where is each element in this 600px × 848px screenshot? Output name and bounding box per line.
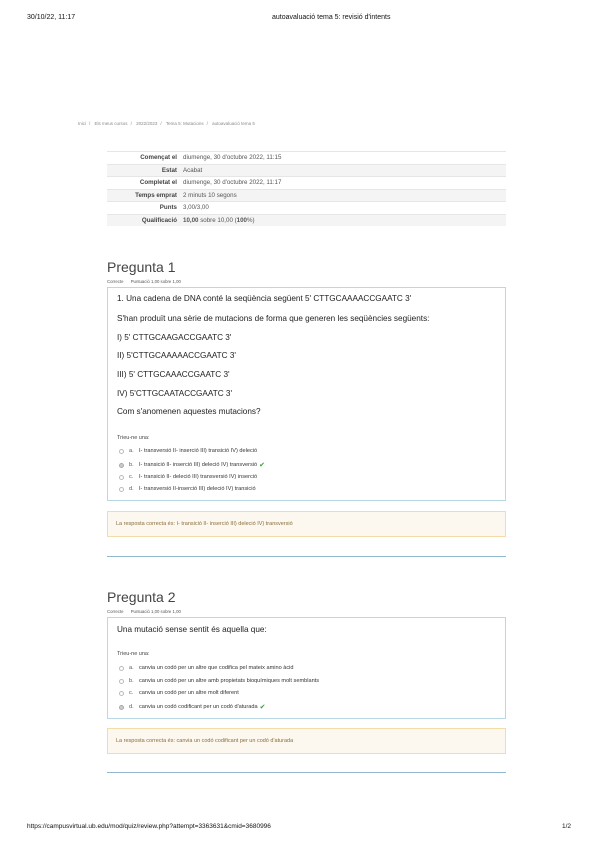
summary-label: Estat	[107, 164, 183, 177]
question-points: Puntuació 1,00 sobre 1,00	[130, 279, 181, 284]
radio-button[interactable]	[119, 487, 124, 492]
summary-row	[107, 177, 506, 190]
question-1-text: S'han produït una sèrie de mutacions de forma que generen les seqüències següents:	[117, 314, 430, 323]
breadcrumb-item-courses[interactable]: Els meus cursos	[94, 121, 128, 126]
breadcrumb-item-home[interactable]: Inici	[78, 121, 87, 126]
choose-one-label: Trieu-ne una:	[117, 651, 150, 657]
correct-answer-feedback: La resposta correcta és: I- transició II- inserció III) deleció IV) transversió	[107, 511, 506, 537]
summary-label: Temps emprat	[107, 189, 183, 202]
summary-row	[107, 214, 506, 226]
summary-value: 2 minuts 10 segons	[183, 189, 506, 202]
summary-value: diumenge, 30 d'octubre 2022, 11:17	[183, 177, 506, 190]
choose-one-label: Trieu-ne una:	[117, 435, 150, 441]
question-1-meta	[107, 279, 187, 284]
answer-option[interactable]: c. I- transició II- deleció III) transversió IV) inserció	[119, 474, 257, 480]
question-1-text: IV) 5'CTTGCAATACCGAATC 3'	[117, 389, 233, 398]
radio-button[interactable]	[119, 679, 124, 684]
question-1-text: 1. Una cadena de DNA conté la seqüència següent 5' CTTGCAAAACCGAATC 3'	[117, 294, 412, 303]
answer-option[interactable]: a. canvia un codó per un altre que codifica pel mateix amino àcid	[119, 665, 294, 671]
question-points: Puntuació 1,00 sobre 1,00	[130, 609, 181, 614]
question-status: Correcte	[107, 279, 124, 284]
summary-label: Qualificació	[107, 214, 183, 226]
correct-answer-feedback: La resposta correcta és: canvia un codó codificant per un codó d'aturada	[107, 728, 506, 754]
radio-button[interactable]	[119, 449, 124, 454]
attempt-summary-table	[107, 151, 506, 226]
answer-option-selected[interactable]: b. I- transició II- inserció III) deleció IV) transversió ✔	[119, 461, 265, 469]
grade-value: 10,00 sobre 10,00 (100%)	[183, 214, 506, 226]
radio-button[interactable]	[119, 705, 124, 710]
answer-option[interactable]: c. canvia un codó per un altre molt diferent	[119, 690, 239, 696]
answer-option[interactable]: b. canvia un codó per un altre amb propietats bioquímiques molt semblants	[119, 678, 319, 684]
summary-row	[107, 164, 506, 177]
question-2-title: Pregunta 2	[107, 589, 176, 605]
summary-value: diumenge, 30 d'octubre 2022, 11:15	[183, 152, 506, 165]
radio-button[interactable]	[119, 463, 124, 468]
question-1-text: III) 5' CTTGCAAACCGAATC 3'	[117, 370, 230, 379]
question-status: Correcte	[107, 609, 124, 614]
radio-button[interactable]	[119, 691, 124, 696]
question-1-text: I) 5' CTTGCAAGACCGAATC 3'	[117, 333, 232, 342]
print-title: autoavaluació tema 5: revisió d'intents	[272, 14, 391, 21]
summary-value: Acabat	[183, 164, 506, 177]
summary-row	[107, 202, 506, 215]
check-icon: ✔	[259, 704, 266, 711]
answer-option-selected[interactable]: d. canvia un codó codificant per un codó d'aturada ✔	[119, 703, 266, 711]
summary-label: Completat el	[107, 177, 183, 190]
answer-option[interactable]: a. I- transversió II- inserció III) transició IV) deleció	[119, 448, 257, 454]
breadcrumb: Inici / Els meus cursos / 2022/2023 / Tema 5: Mutacions / autoavaluació tema 5	[78, 121, 255, 126]
question-1-text: II) 5'CTTGCAAAAACCGAATC 3'	[117, 351, 236, 360]
radio-button[interactable]	[119, 666, 124, 671]
summary-label: Punts	[107, 202, 183, 215]
print-datetime: 30/10/22, 11:17	[27, 14, 76, 21]
summary-row	[107, 152, 506, 165]
question-2-meta	[107, 609, 187, 614]
question-divider	[107, 772, 506, 773]
question-1-text: Com s'anomenen aquestes mutacions?	[117, 407, 261, 416]
print-page-number: 1/2	[562, 823, 572, 830]
question-divider	[107, 556, 506, 557]
summary-value: 3,00/3,00	[183, 202, 506, 215]
answer-option[interactable]: d. I- transversió II-inserció III) deleció IV) transició	[119, 486, 256, 492]
print-url: https://campusvirtual.ub.edu/mod/quiz/review.php?attempt=3363631&cmid=3680996	[27, 823, 271, 830]
breadcrumb-item-topic[interactable]: Tema 5: Mutacions	[165, 121, 204, 126]
summary-row	[107, 189, 506, 202]
radio-button[interactable]	[119, 475, 124, 480]
summary-label: Començat el	[107, 152, 183, 165]
question-1-title: Pregunta 1	[107, 259, 176, 275]
breadcrumb-item-year[interactable]: 2022/2023	[136, 121, 158, 126]
check-icon: ✔	[259, 462, 266, 469]
breadcrumb-item-quiz[interactable]: autoavaluació tema 5	[212, 121, 255, 126]
question-2-text: Una mutació sense sentit és aquella que:	[117, 625, 267, 634]
